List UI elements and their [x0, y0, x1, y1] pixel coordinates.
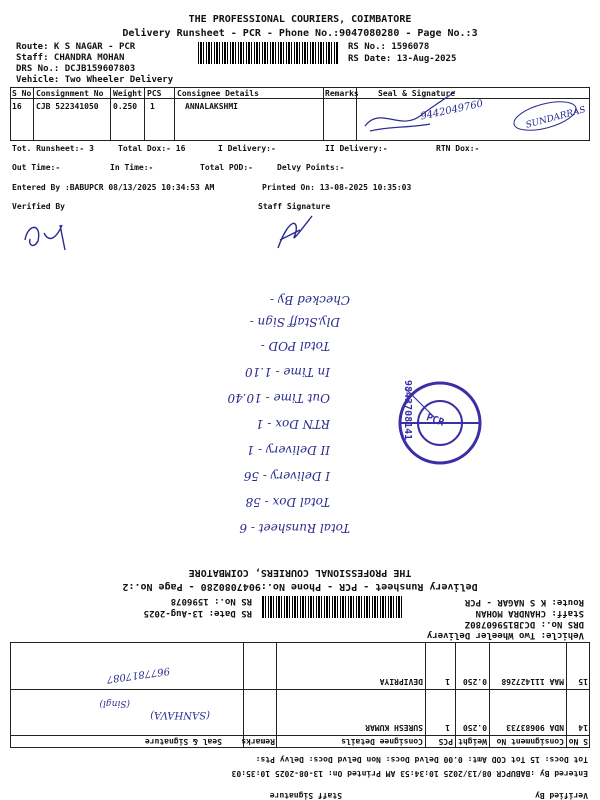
- bottom-row2-weight: 0.250: [462, 677, 487, 686]
- col-weight: Weight: [113, 89, 142, 98]
- bottom-col-sno: S No: [568, 737, 588, 746]
- i-delivery: I Delivery:-: [218, 144, 276, 153]
- bottom-runsheet-title: Delivery Runsheet - PCR - Phone No.:9047080280 - Page No.:2: [122, 581, 478, 592]
- runsheet-title: Delivery Runsheet - PCR - Phone No.:9047080280 - Page No.:3: [122, 28, 478, 39]
- rtn-dox: RTN Dox:-: [436, 144, 480, 153]
- total-pod: Total POD:-: [200, 163, 253, 172]
- bottom-staff: Staff: CHANDRA MOHAN: [475, 608, 584, 618]
- in-time-hw: In Time - 1.10: [244, 365, 330, 379]
- bottom-row1-pcs: 1: [445, 723, 450, 732]
- total-dox: Total Dox:- 16: [118, 144, 186, 153]
- col-pcs: PCS: [147, 89, 162, 98]
- barcode: [198, 42, 338, 64]
- ii-delivery: II Delivery:-: [325, 144, 388, 153]
- row-pcs: 1: [150, 102, 155, 111]
- vehicle-text: Vehicle: Two Wheeler Delivery: [16, 75, 174, 85]
- bottom-col-seal: Seal & Signature: [144, 737, 222, 746]
- bottom-drs: DRS No.: DCJB15960780Z: [464, 619, 584, 629]
- in-time: In Time:-: [110, 163, 154, 172]
- handwritten-name: SUNDARRAS: [524, 105, 587, 131]
- row-sno: 16: [12, 102, 22, 111]
- checked-by-hw: Checked By -: [269, 293, 350, 307]
- bottom-row1-sno: 14: [578, 723, 588, 732]
- drs-number: DRS No.: DCJB159607803: [16, 64, 136, 74]
- rs-number: RS No.: 1596078: [348, 42, 430, 52]
- bottom-route: Route: K S NAGAR - PCR: [464, 597, 584, 607]
- entered-by: Entered By :BABUPCR 08/13/2025 10:34:53 AM: [12, 183, 215, 192]
- bottom-col-remarks: Remarks: [241, 737, 275, 746]
- bottom-col-consignee: Consignee Details: [341, 737, 423, 746]
- tot-runsheet: Tot. Runsheet:- 3: [12, 144, 94, 153]
- bottom-entered-line: Entered By :BABUPCR 08/13/2025 10:34:53 AM Printed On: 13-08-2025 10:35:03: [231, 769, 588, 778]
- handwritten-phone: 9442049760: [419, 98, 485, 123]
- stamp-center-text: PCR: [424, 412, 446, 429]
- bottom-row2-consignment: MAA 111427268: [501, 677, 564, 686]
- company-name: THE PROFESSIONAL COURIERS, COIMBATORE: [188, 14, 412, 25]
- col-remarks: Remarks: [325, 89, 359, 98]
- rtn-dox-hw: RTN Dox - 1: [255, 417, 330, 431]
- handwritten-summary: [180, 290, 350, 535]
- total-dox-hw: Total Dox - 58: [245, 495, 330, 509]
- total-runsheet-hw: Total Runsheet - 6: [239, 521, 350, 535]
- staff-signature: [270, 210, 320, 255]
- bottom-col-consignment: Consignment No: [496, 737, 564, 746]
- dly-staff-sign-hw: Dly.Staff Sign -: [249, 315, 340, 329]
- bottom-col-pcs: PCS: [438, 737, 453, 746]
- bottom-row2-sno: 15: [578, 677, 588, 686]
- staff-text: Staff: CHANDRA MOHAN: [16, 53, 125, 63]
- verified-by-label: Verified By: [12, 202, 65, 211]
- row-consignment: CJB 522341050: [36, 102, 99, 111]
- col-consignment: Consignment No: [36, 89, 104, 98]
- col-consignee: Consignee Details: [177, 89, 259, 98]
- bottom-row2-consignee: DEVIPRIYA: [379, 677, 423, 686]
- bottom-vehicle: Vehicle: Two Wheeler Delivery: [426, 630, 584, 640]
- bottom-col-weight: Weight: [458, 737, 487, 746]
- row-weight: 0.250: [113, 102, 138, 111]
- staff-signature-label: Staff Signature: [258, 202, 331, 211]
- bottom-company-name: THE PROFESSIONAL COURIERS, COIMBATORE: [188, 567, 412, 578]
- col-seal: Seal & Signature: [378, 89, 456, 98]
- i-delivery-hw: I Delivery - 56: [243, 469, 330, 483]
- bottom-runsheet: [0, 548, 600, 800]
- row-consignee: ANNALAKSHMI: [185, 102, 238, 111]
- bottom-verified-by: Verified By: [535, 791, 588, 800]
- delvy-points: Delvy Points:-: [277, 163, 345, 172]
- rs-date: RS Date: 13-Aug-2025: [348, 54, 457, 64]
- bottom-barcode: [262, 596, 402, 618]
- bottom-handwritten-phone: 9677817087: [105, 664, 171, 685]
- bottom-table: [10, 642, 590, 748]
- bottom-handwritten-note: (Singl): [99, 698, 130, 708]
- bottom-totals-line: Tot Docs: 15 Tot COD Amt: 0.00 Delvd Docs: Non Delvd Docs: Delvy Pts:: [255, 755, 588, 764]
- col-sno: S No: [12, 89, 32, 98]
- bottom-row2-pcs: 1: [445, 677, 450, 686]
- route-text: Route: K S NAGAR - PCR: [16, 42, 136, 52]
- bottom-row1-weight: 0.250: [462, 723, 487, 732]
- bottom-row1-consignment: NDA 90683733: [506, 723, 564, 732]
- out-time-hw: Out Time - 10.40: [227, 391, 330, 405]
- bottom-rs-date: RS Date: 13-Aug-2025: [143, 608, 252, 618]
- out-time: Out Time:-: [12, 163, 61, 172]
- ii-delivery-hw: II Delivery - 1: [246, 443, 330, 457]
- verifier-signature: [20, 215, 80, 255]
- total-pod-hw: Total POD -: [260, 339, 330, 353]
- bottom-handwritten-name: (SANHAVA): [150, 709, 210, 720]
- stamp-ring-text: 9843708141: [402, 380, 413, 441]
- printed-on: Printed On: 13-08-2025 10:35:03: [262, 183, 412, 192]
- bottom-row1-consignee: SURESH KUMAR: [365, 723, 423, 732]
- bottom-rs-number: RS No.: 1596078: [170, 596, 252, 606]
- bottom-staff-signature: Staff Signature: [269, 791, 342, 800]
